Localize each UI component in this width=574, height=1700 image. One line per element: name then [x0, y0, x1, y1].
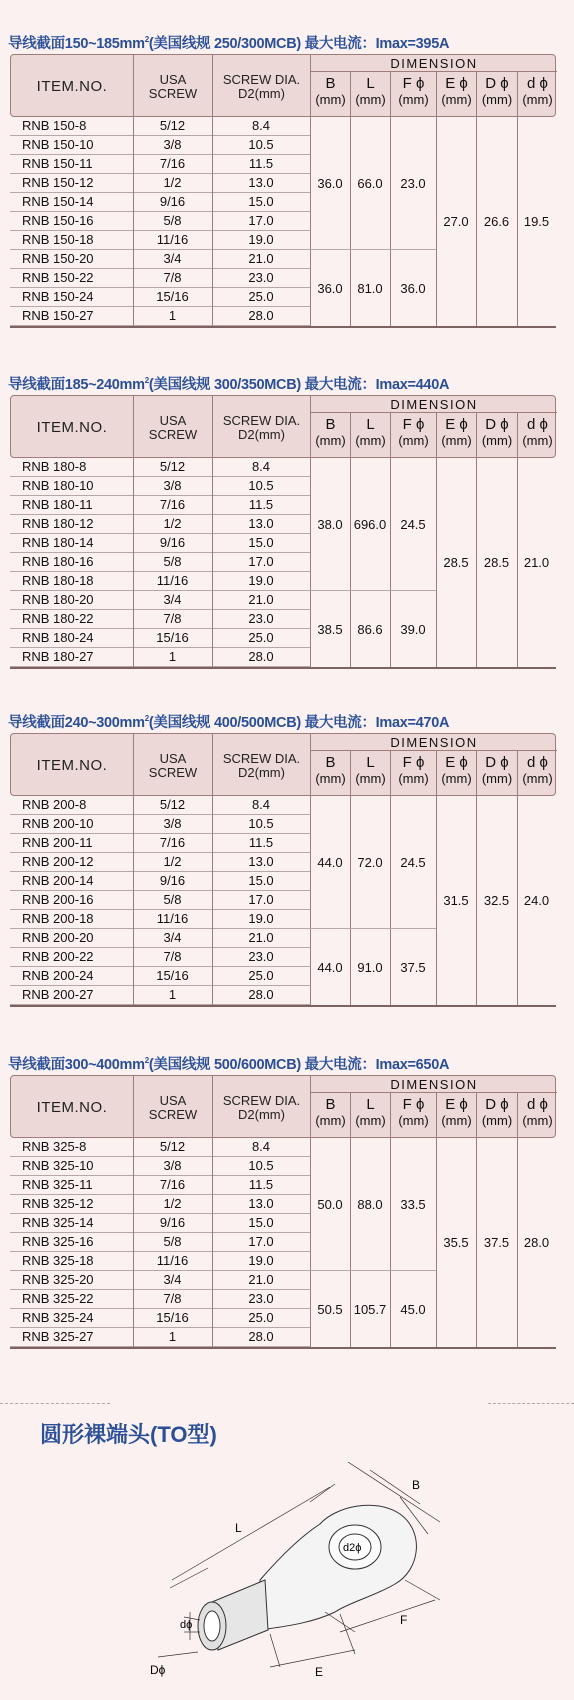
usa-screw: 1	[168, 649, 177, 664]
screw-dia: 11.5	[248, 1177, 274, 1192]
group2-l: 86.6	[357, 621, 383, 637]
item-no: RNB 200-24	[22, 968, 94, 983]
usa-screw: 7/16	[159, 1177, 186, 1192]
screw-dia: 21.0	[248, 1272, 274, 1287]
usa-screw: 5/8	[163, 892, 182, 907]
header-dim-d: D ϕ (mm)	[477, 72, 518, 118]
group1-f: 23.0	[400, 176, 426, 191]
usa-screw: 7/16	[159, 497, 186, 512]
table-row	[10, 553, 310, 572]
table-row	[10, 174, 310, 193]
table-row	[10, 193, 310, 212]
header-usa-screw: USA SCREW	[134, 55, 213, 118]
table-row	[10, 1176, 310, 1195]
common-e: 31.5	[443, 893, 469, 908]
usa-screw: 15/16	[156, 968, 189, 983]
item-no: RNB 200-27	[22, 987, 94, 1002]
header-item-no: ITEM.NO.	[11, 734, 134, 797]
group1-b: 50.0	[317, 1197, 343, 1212]
usa-screw: 1/2	[163, 175, 182, 190]
common-d: 28.5	[483, 555, 510, 570]
header-dim-d: d ϕ (mm)	[522, 75, 553, 107]
screw-dia: 19.0	[248, 1253, 274, 1268]
usa-screw: 3/8	[163, 478, 182, 493]
header-dim-b: B (mm)	[311, 72, 351, 118]
header-screw-dia: SCREW DIA. D2(mm)	[213, 1076, 311, 1139]
item-no: RNB 325-27	[22, 1329, 94, 1344]
table-row	[10, 1271, 310, 1290]
common-e: 35.5	[443, 1235, 469, 1250]
header-dim-f: F ϕ (mm)	[391, 72, 437, 118]
screw-dia: 11.5	[248, 156, 274, 171]
screw-dia: 25.0	[248, 289, 274, 304]
usa-screw: 5/12	[159, 797, 186, 812]
table-header	[10, 733, 556, 796]
group2-f: 45.0	[400, 1301, 426, 1317]
screw-dia: 23.0	[248, 949, 274, 964]
group2-l: 105.7	[353, 1301, 387, 1317]
table-row	[10, 155, 310, 174]
item-no: RNB 150-20	[22, 251, 94, 266]
screw-dia: 17.0	[248, 892, 274, 907]
screw-dia: 13.0	[248, 175, 274, 190]
table-row	[10, 986, 310, 1005]
table-row	[10, 610, 310, 629]
table-row	[10, 1157, 310, 1176]
header-dim-d: D ϕ (mm)	[477, 413, 518, 459]
usa-screw: 1/2	[163, 516, 182, 531]
common-small-d: 28.0	[523, 1235, 550, 1250]
item-no: RNB 180-12	[22, 516, 94, 531]
screw-dia: 10.5	[248, 816, 274, 831]
table-row	[10, 648, 310, 667]
header-usa-screw: USA SCREW	[134, 734, 213, 797]
screw-dia: 13.0	[248, 1196, 274, 1211]
item-no: RNB 150-11	[22, 156, 93, 171]
group1-f: 24.5	[400, 855, 426, 870]
screw-dia: 21.0	[248, 251, 274, 266]
common-small-d: 24.0	[523, 893, 550, 908]
usa-screw: 15/16	[156, 1310, 189, 1325]
header-dimension: DIMENSION	[311, 734, 557, 751]
group1-b: 38.0	[317, 517, 343, 532]
screw-dia: 21.0	[248, 930, 274, 945]
common-small-d: 21.0	[523, 555, 550, 570]
table-row	[10, 872, 310, 891]
table-row	[10, 496, 310, 515]
usa-screw: 11/16	[156, 573, 189, 588]
screw-dia: 28.0	[248, 987, 274, 1002]
common-e: 27.0	[443, 214, 469, 229]
screw-dia: 15.0	[248, 873, 274, 888]
usa-screw: 5/8	[163, 1234, 182, 1249]
group1-l: 72.0	[357, 855, 383, 870]
table-row	[10, 1138, 310, 1157]
table-row	[10, 269, 310, 288]
screw-dia: 17.0	[248, 213, 274, 228]
item-no: RNB 200-22	[22, 949, 94, 964]
usa-screw: 7/16	[159, 835, 186, 850]
usa-screw: 1	[168, 308, 177, 323]
table-row	[10, 307, 310, 326]
item-no: RNB 150-18	[22, 232, 94, 247]
section-title: 导线截面$185\sim 240mm^2$(美国线规 300/350MCB) 最大电流：Imax=440A	[8, 376, 450, 393]
item-no: RNB 325-11	[22, 1177, 93, 1192]
item-no: RNB 200-20	[22, 930, 94, 945]
table-row	[10, 929, 310, 948]
item-no: RNB 325-20	[22, 1272, 94, 1287]
group2-f: 39.0	[400, 621, 426, 637]
group1-b: 44.0	[317, 855, 343, 870]
screw-dia: 25.0	[248, 1310, 274, 1325]
table-row	[10, 212, 310, 231]
section-title: 导线截面$300\sim 400mm^2$(美国线规 500/600MCB) 最大电流：Imax=650A	[8, 1056, 450, 1073]
item-no: RNB 200-12	[22, 854, 94, 869]
header-dim-e: E ϕ (mm)	[437, 72, 477, 118]
usa-screw: 7/8	[163, 949, 182, 964]
table-row	[10, 1328, 310, 1347]
group1-l: 88.0	[357, 1197, 383, 1212]
table-row	[10, 117, 310, 136]
header-dim-l: L (mm)	[351, 751, 391, 797]
usa-screw: 7/8	[163, 270, 182, 285]
header-dim-f: F ϕ (mm)	[391, 751, 437, 797]
usa-screw: 15/16	[156, 630, 189, 645]
header-screw-dia: SCREW DIA. D2(mm)	[213, 734, 311, 797]
header-dim-l: L (mm)	[351, 413, 391, 459]
table-row	[10, 910, 310, 929]
usa-screw: 5/8	[163, 213, 182, 228]
item-no: RNB 325-14	[22, 1215, 94, 1230]
screw-dia: 15.0	[248, 1215, 274, 1230]
label-l: L	[235, 1521, 242, 1535]
table-row	[10, 231, 310, 250]
table-row	[10, 136, 310, 155]
group2-b: 38.5	[317, 621, 343, 637]
header-dim-d: d ϕ (mm)	[522, 1096, 553, 1128]
screw-dia: 10.5	[248, 478, 274, 493]
item-no: RNB 200-8	[22, 797, 87, 812]
table-row	[10, 250, 310, 269]
item-no: RNB 200-16	[22, 892, 94, 907]
group1-l: 66.0	[357, 176, 383, 191]
item-no: RNB 150-24	[22, 289, 94, 304]
header-dim-b: B (mm)	[311, 751, 351, 797]
header-dim-f: F ϕ (mm)	[391, 413, 437, 459]
item-no: RNB 325-22	[22, 1291, 94, 1306]
screw-dia: 17.0	[248, 1234, 274, 1249]
table-header	[10, 395, 556, 458]
table-row	[10, 1233, 310, 1252]
common-e: 28.5	[443, 555, 469, 570]
item-no: RNB 150-22	[22, 270, 94, 285]
item-no: RNB 325-12	[22, 1196, 94, 1211]
usa-screw: 9/16	[159, 194, 186, 209]
table-row	[10, 834, 310, 853]
usa-screw: 15/16	[156, 289, 189, 304]
section-title: 导线截面$150\sim 185mm^2$(美国线规 250/300MCB) 最大电流：Imax=395A	[8, 35, 450, 52]
table-row	[10, 534, 310, 553]
table-row	[10, 1309, 310, 1328]
table-row	[10, 1290, 310, 1309]
usa-screw: 11/16	[156, 1253, 189, 1268]
usa-screw: 3/8	[163, 816, 182, 831]
group2-f: 36.0	[400, 280, 426, 296]
usa-screw: 3/4	[163, 1272, 182, 1287]
table-row	[10, 1214, 310, 1233]
header-dimension: DIMENSION	[311, 396, 557, 413]
item-no: RNB 325-10	[22, 1158, 94, 1173]
header-dim-e: E ϕ (mm)	[437, 1093, 477, 1139]
usa-screw: 5/12	[159, 1139, 186, 1154]
usa-screw: 1/2	[163, 1196, 182, 1211]
header-dim-d: D ϕ (mm)	[477, 1093, 518, 1139]
usa-screw: 5/12	[159, 459, 186, 474]
header-screw-dia: SCREW DIA. D2(mm)	[213, 55, 311, 118]
usa-screw: 1/2	[163, 854, 182, 869]
group2-b: 44.0	[317, 959, 343, 975]
table-row	[10, 1195, 310, 1214]
label-d2: d2ϕ	[343, 1542, 362, 1554]
header-dim-f: F ϕ (mm)	[391, 1093, 437, 1139]
item-no: RNB 325-8	[22, 1139, 87, 1154]
screw-dia: 13.0	[248, 854, 274, 869]
screw-dia: 10.5	[248, 1158, 274, 1173]
common-d: 32.5	[483, 893, 510, 908]
usa-screw: 3/4	[163, 251, 182, 266]
screw-dia: 15.0	[248, 194, 274, 209]
table-header	[10, 54, 556, 117]
usa-screw: 1	[168, 1329, 177, 1344]
header-dimension: DIMENSION	[311, 55, 557, 72]
divider-left	[0, 1403, 110, 1405]
table-row	[10, 891, 310, 910]
terminal-diagram	[150, 1462, 480, 1697]
screw-dia: 19.0	[248, 911, 274, 926]
header-dim-e: E ϕ (mm)	[437, 751, 477, 797]
item-no: RNB 180-8	[22, 459, 87, 474]
item-no: RNB 180-24	[22, 630, 94, 645]
item-no: RNB 150-10	[22, 137, 94, 152]
screw-dia: 25.0	[248, 630, 274, 645]
usa-screw: 7/8	[163, 611, 182, 626]
table-row	[10, 591, 310, 610]
usa-screw: 9/16	[159, 1215, 186, 1230]
item-no: RNB 150-12	[22, 175, 94, 190]
table-header	[10, 1075, 556, 1138]
screw-dia: 21.0	[248, 592, 274, 607]
screw-dia: 8.4	[251, 118, 271, 133]
group1-f: 33.5	[400, 1197, 426, 1212]
usa-screw: 5/12	[159, 118, 186, 133]
header-usa-screw: USA SCREW	[134, 1076, 213, 1139]
item-no: RNB 180-22	[22, 611, 94, 626]
label-e: E	[315, 1665, 324, 1679]
item-no: RNB 150-8	[22, 118, 87, 133]
item-no: RNB 180-11	[22, 497, 93, 512]
header-dim-l: L (mm)	[351, 72, 391, 118]
item-no: RNB 180-16	[22, 554, 94, 569]
header-dim-b: B (mm)	[311, 1093, 351, 1139]
section-title: 导线截面$240\sim 300mm^2$(美国线规 400/500MCB) 最大电流：Imax=470A	[8, 714, 450, 731]
usa-screw: 3/8	[163, 1158, 182, 1173]
to-section-title: 圆形裸端头(TO型)	[40, 1422, 217, 1447]
item-no: RNB 200-10	[22, 816, 94, 831]
screw-dia: 23.0	[248, 270, 274, 285]
header-dimension: DIMENSION	[311, 1076, 557, 1093]
item-no: RNB 200-14	[22, 873, 94, 888]
item-no: RNB 200-11	[22, 835, 93, 850]
screw-dia: 19.0	[248, 573, 274, 588]
item-no: RNB 180-14	[22, 535, 94, 550]
usa-screw: 3/8	[163, 137, 182, 152]
divider-right	[488, 1403, 574, 1405]
screw-dia: 11.5	[248, 835, 274, 850]
screw-dia: 15.0	[248, 535, 274, 550]
item-no: RNB 180-10	[22, 478, 94, 493]
screw-dia: 23.0	[248, 1291, 274, 1306]
common-d: 37.5	[483, 1235, 510, 1250]
header-screw-dia: SCREW DIA. D2(mm)	[213, 396, 311, 459]
item-no: RNB 200-18	[22, 911, 94, 926]
header-dim-l: L (mm)	[351, 1093, 391, 1139]
group1-f: 24.5	[400, 517, 426, 532]
label-b: B	[412, 1478, 421, 1492]
screw-dia: 28.0	[248, 1329, 274, 1344]
table-row	[10, 477, 310, 496]
screw-dia: 8.4	[251, 797, 271, 812]
group1-b: 36.0	[317, 176, 343, 191]
group1-l: 696.0	[353, 517, 387, 532]
label-dphi: dϕ	[180, 1619, 193, 1631]
usa-screw: 3/4	[163, 592, 182, 607]
screw-dia: 8.4	[251, 459, 271, 474]
item-no: RNB 180-27	[22, 649, 94, 664]
table-row	[10, 967, 310, 986]
table-row	[10, 458, 310, 477]
table-row	[10, 853, 310, 872]
header-item-no: ITEM.NO.	[11, 396, 134, 459]
item-no: RNB 180-20	[22, 592, 94, 607]
header-usa-screw: USA SCREW	[134, 396, 213, 459]
group2-f: 37.5	[400, 959, 426, 975]
item-no: RNB 325-24	[22, 1310, 94, 1325]
table-row	[10, 948, 310, 967]
screw-dia: 28.0	[248, 649, 274, 664]
header-dim-b: B (mm)	[311, 413, 351, 459]
item-no: RNB 150-14	[22, 194, 94, 209]
header-item-no: ITEM.NO.	[11, 55, 134, 118]
usa-screw: 1	[168, 987, 177, 1002]
header-dim-e: E ϕ (mm)	[437, 413, 477, 459]
usa-screw: 7/16	[159, 156, 186, 171]
group2-l: 91.0	[357, 959, 383, 975]
screw-dia: 8.4	[251, 1139, 271, 1154]
usa-screw: 9/16	[159, 535, 186, 550]
item-no: RNB 325-18	[22, 1253, 94, 1268]
table-row	[10, 815, 310, 834]
usa-screw: 11/16	[156, 232, 189, 247]
label-f: F	[400, 1613, 408, 1627]
common-d: 26.6	[483, 214, 510, 229]
table-row	[10, 796, 310, 815]
screw-dia: 11.5	[248, 497, 274, 512]
screw-dia: 23.0	[248, 611, 274, 626]
group2-b: 36.0	[317, 280, 343, 296]
item-no: RNB 180-18	[22, 573, 94, 588]
screw-dia: 25.0	[248, 968, 274, 983]
screw-dia: 17.0	[248, 554, 274, 569]
screw-dia: 28.0	[248, 308, 274, 323]
table-row	[10, 288, 310, 307]
table-row	[10, 1252, 310, 1271]
label-Dphi: Dϕ	[150, 1663, 166, 1677]
table-row	[10, 572, 310, 591]
group2-b: 50.5	[317, 1301, 343, 1317]
screw-dia: 13.0	[248, 516, 274, 531]
header-dim-d: D ϕ (mm)	[477, 751, 518, 797]
ring-terminal-drawing	[150, 1462, 480, 1692]
table-row	[10, 515, 310, 534]
common-small-d: 19.5	[523, 214, 550, 229]
usa-screw: 11/16	[156, 911, 189, 926]
usa-screw: 9/16	[159, 873, 186, 888]
item-no: RNB 150-27	[22, 308, 94, 323]
usa-screw: 3/4	[163, 930, 182, 945]
screw-dia: 19.0	[248, 232, 274, 247]
header-item-no: ITEM.NO.	[11, 1076, 134, 1139]
header-dim-d: d ϕ (mm)	[522, 416, 553, 448]
screw-dia: 10.5	[248, 137, 274, 152]
group2-l: 81.0	[357, 280, 383, 296]
table-row	[10, 629, 310, 648]
item-no: RNB 150-16	[22, 213, 94, 228]
usa-screw: 7/8	[163, 1291, 182, 1306]
usa-screw: 5/8	[163, 554, 182, 569]
item-no: RNB 325-16	[22, 1234, 94, 1249]
header-dim-d: d ϕ (mm)	[522, 754, 553, 786]
